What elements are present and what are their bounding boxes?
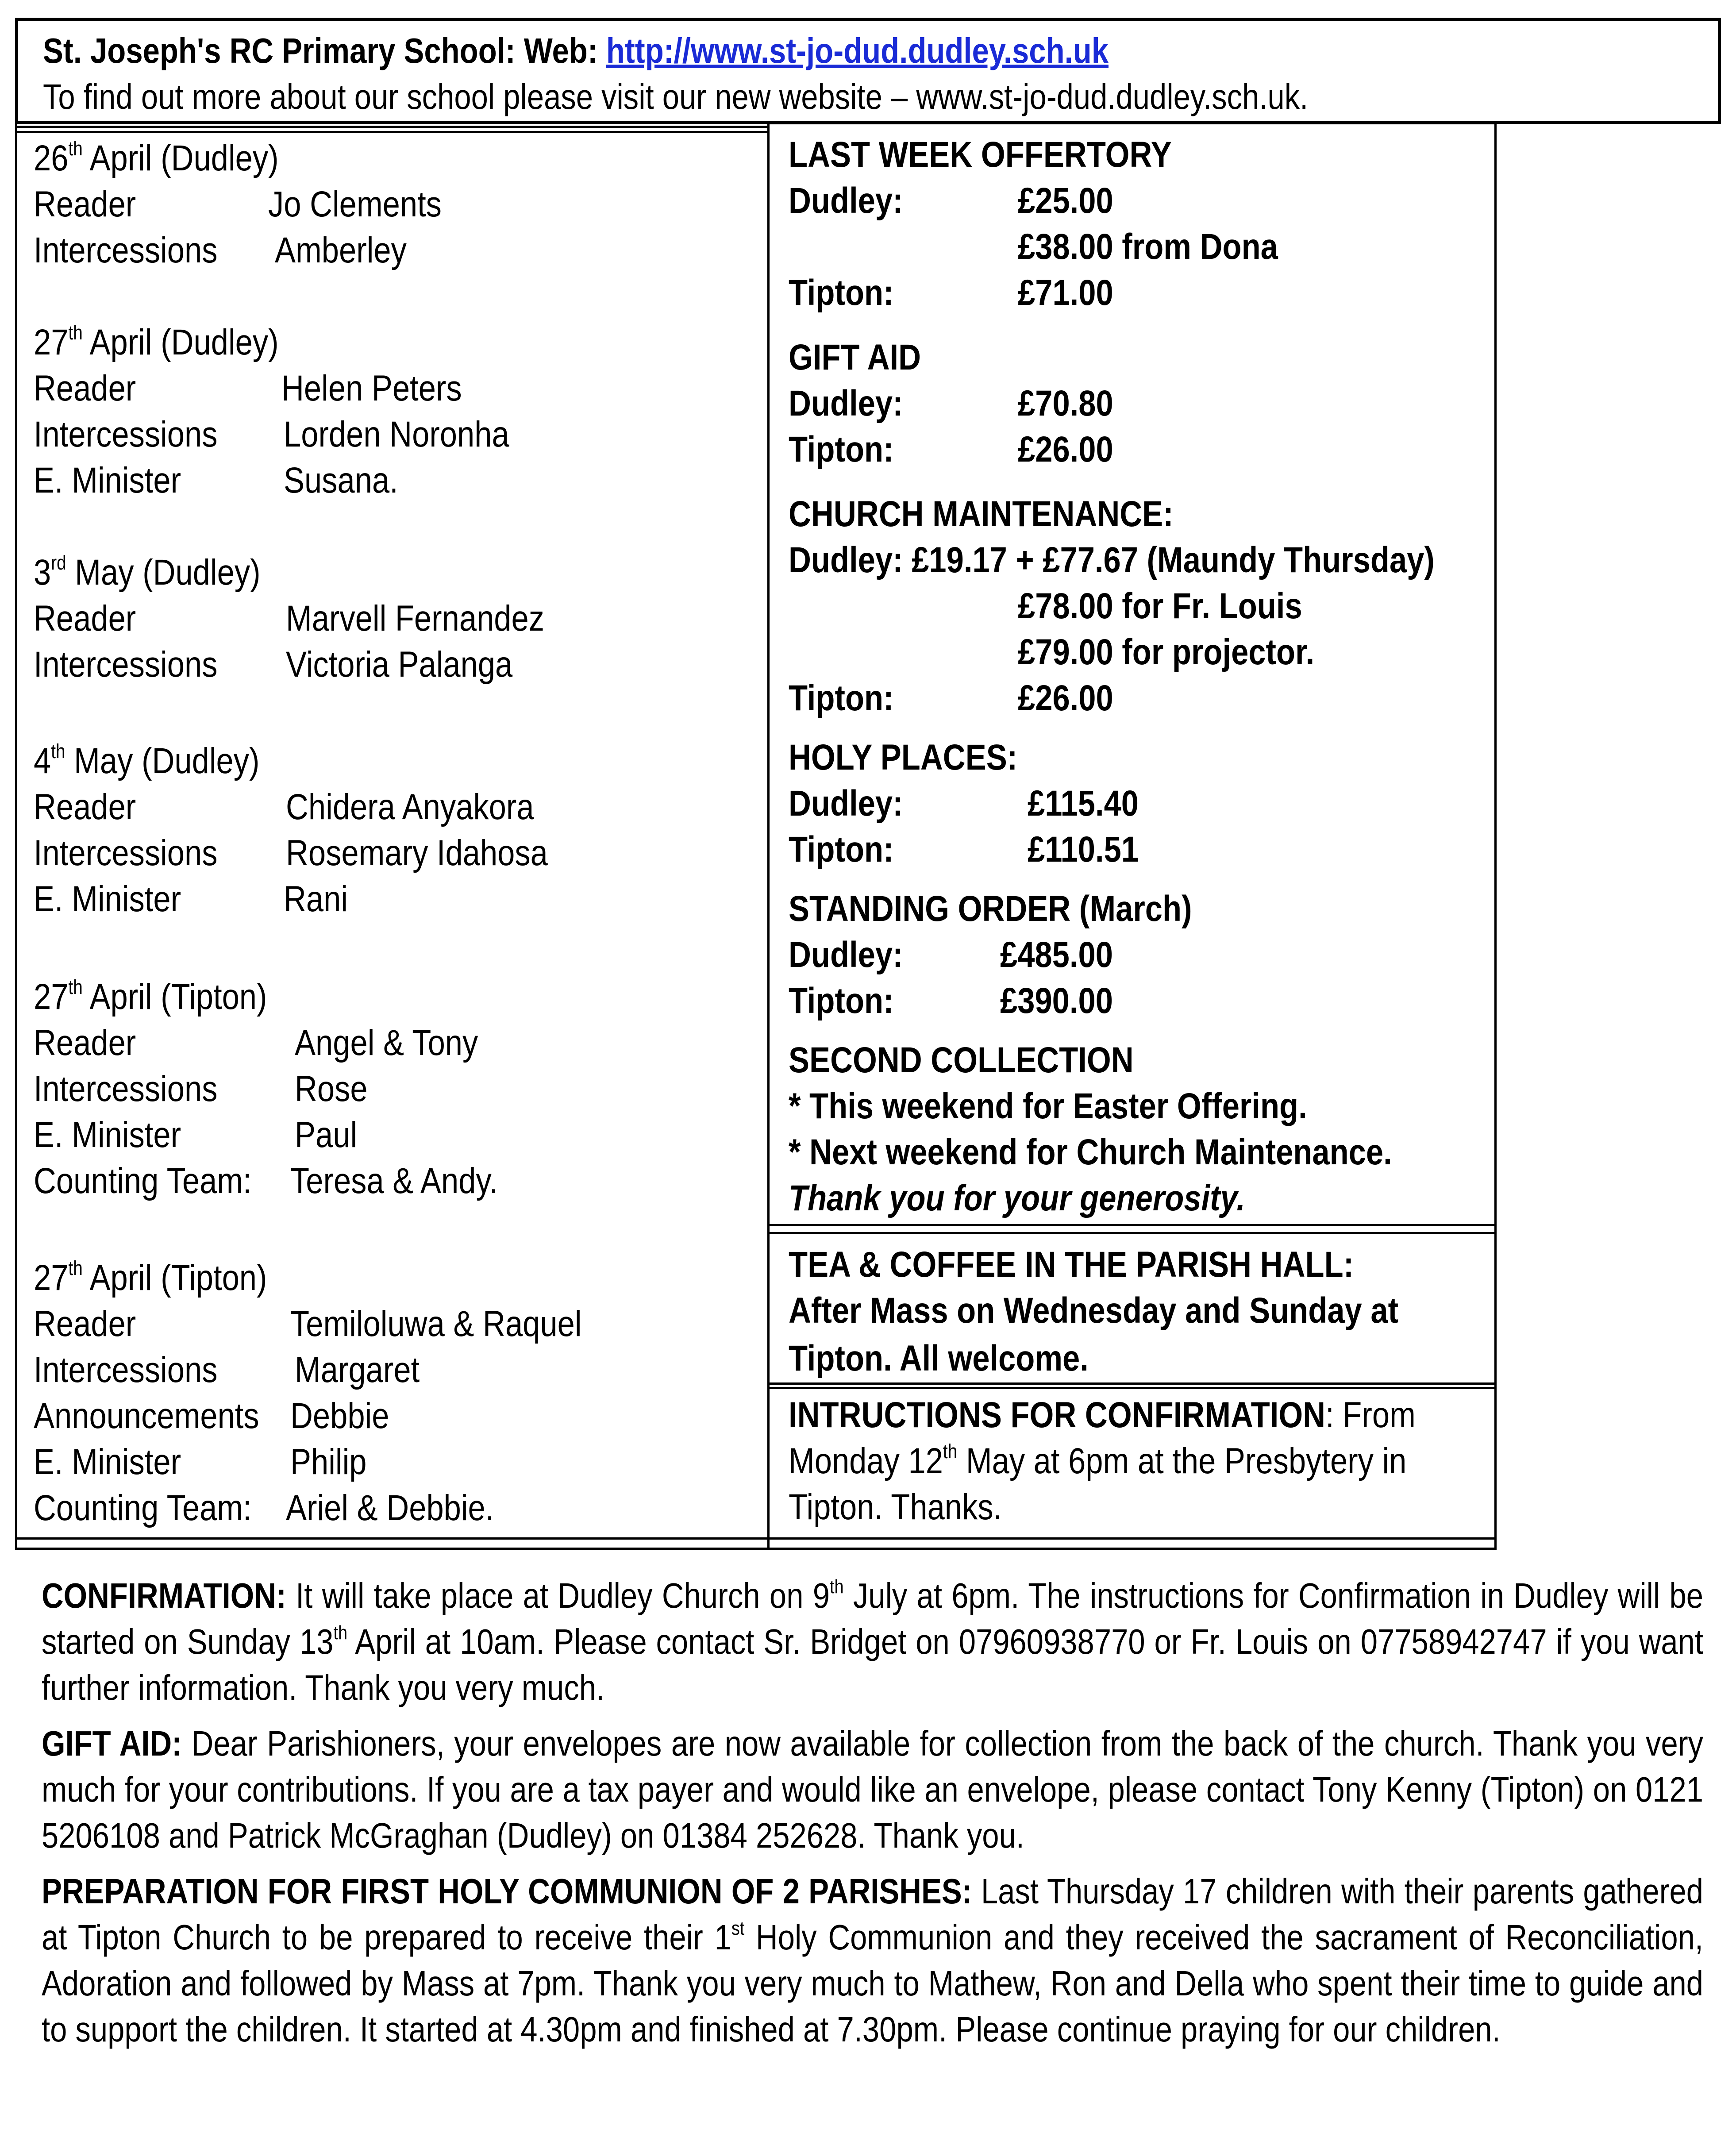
gift-aid-dudley-label: Dudley:	[789, 383, 903, 424]
tea-line3-text: Tipton. All welcome.	[789, 1338, 1089, 1379]
rota-role: Reader	[34, 184, 136, 224]
communion-title: PREPARATION FOR FIRST HOLY COMMUNION OF 2 PARISHES:	[42, 1871, 972, 1911]
rota-date: 27th April (Dudley)	[34, 321, 279, 362]
rota-role: Intercessions	[34, 230, 218, 270]
rota-role: E. Minister	[34, 460, 181, 501]
holy-dudley-label: Dudley:	[789, 783, 903, 824]
rota-name: Rani	[284, 879, 348, 919]
rota-role: E. Minister	[34, 879, 181, 919]
offertory-dudley-extra: £38.00 from Dona	[1018, 227, 1278, 267]
gift-aid-dudley-value: £70.80	[1018, 383, 1113, 424]
confirmation-text-c: April at 10am. Please contact Sr. Bridget on 07960938770 or Fr. Louis on 07758942747 if you want further information. Thank you very much.	[42, 1622, 1704, 1707]
second-collection-line1-text: * This weekend for Easter Offering.	[789, 1086, 1307, 1126]
rota-role: Intercessions	[34, 414, 218, 454]
holy-dudley-value: £115.40	[1028, 783, 1139, 824]
divider-bottom	[767, 1537, 1497, 1540]
standing-order-title	[789, 886, 1258, 932]
gift-aid-tipton-value: £26.00	[1018, 429, 1113, 470]
gift-aid-notice	[42, 1721, 1703, 1859]
rota-role: Reader	[34, 368, 136, 408]
rota-role: Reader	[34, 1304, 136, 1344]
second-collection-title-text: SECOND COLLECTION	[789, 1040, 1134, 1080]
rota-name: Lorden Noronha	[284, 414, 509, 454]
rota-name: Chidera Anyakora	[286, 787, 534, 827]
rota-date: 27th April (Tipton)	[34, 1257, 267, 1298]
confirmation-text-b: July at 6pm. The instructions for Confirmation in Dudley will be started on Sunday 13	[42, 1576, 1704, 1661]
rota-bottom-border-outer	[15, 1548, 767, 1550]
tea-line1-text: TEA & COFFEE IN THE PARISH HALL:	[789, 1244, 1354, 1285]
rota-name: Temiloluwa & Raquel	[290, 1304, 582, 1344]
gift-aid-title	[789, 335, 943, 381]
finance-column	[767, 122, 1497, 1550]
rota-bottom-border	[15, 1537, 767, 1540]
tea-line1	[789, 1242, 1446, 1288]
rota-role: E. Minister	[34, 1442, 181, 1482]
school-web-link[interactable]: http://www.st-jo-dud.dudley.sch.uk	[606, 31, 1109, 70]
rota-name: Debbie	[290, 1396, 389, 1436]
rota-role: Intercessions	[34, 1069, 218, 1109]
communion-sup: st	[731, 1918, 745, 1939]
maintenance-extra1-text: £78.00 for Fr. Louis	[1018, 586, 1302, 626]
offertory-title: LAST WEEK OFFERTORY	[789, 135, 1172, 175]
instructions-line1	[789, 1392, 1517, 1438]
second-collection-thanks-text: Thank you for your generosity.	[789, 1178, 1245, 1218]
maintenance-title	[789, 491, 1236, 537]
gift-aid-title-text: GIFT AID	[789, 337, 921, 377]
offertory-dudley-label: Dudley:	[789, 181, 903, 221]
rota-role: Intercessions	[34, 1350, 218, 1390]
holy-places-title	[789, 735, 1055, 781]
rota-role: Intercessions	[34, 644, 218, 685]
holy-places-title-text: HOLY PLACES:	[789, 737, 1018, 778]
rota-top-border	[15, 126, 767, 128]
gift-aid-notice-text: Dear Parishioners, your envelopes are now available for collection from the back of the church. Thank you very much for your contributions. If you are a tax payer and would like an envelope, please contact Tony Kenny (Tipton) on 0121 5206108 and Patrick McGraghan (Dudley) on 01384 252628. Thank you.	[42, 1724, 1704, 1855]
confirmation-text-a: It will take place at Dudley Church on 9	[286, 1576, 830, 1615]
second-collection-line2-text: * Next weekend for Church Maintenance.	[789, 1132, 1392, 1172]
standing-dudley-label: Dudley:	[789, 935, 903, 975]
confirmation-sup1: th	[830, 1576, 844, 1598]
rota-date: 26th April (Dudley)	[34, 137, 279, 178]
divider-bottom-outer	[767, 1548, 1497, 1550]
maintenance-extra2-text: £79.00 for projector.	[1018, 632, 1315, 672]
rota-role: E. Minister	[34, 1115, 181, 1155]
rota-name: Victoria Palanga	[286, 644, 513, 685]
second-collection-thanks	[789, 1175, 1320, 1221]
offertory-tipton-value: £71.00	[1018, 273, 1113, 313]
divider-instructions-inner	[767, 1387, 1497, 1389]
rota-name: Jo Clements	[268, 184, 442, 224]
instructions-date-sup: th	[943, 1440, 958, 1463]
divider-tea	[767, 1224, 1497, 1226]
rota-name: Marvell Fernandez	[286, 598, 544, 639]
rota-role: Reader	[34, 1023, 136, 1063]
rota-name: Ariel & Debbie.	[286, 1488, 494, 1528]
rota-name: Rose	[295, 1069, 368, 1109]
school-info-box	[15, 18, 1721, 124]
second-collection-line2	[789, 1129, 1490, 1175]
second-collection-title	[789, 1037, 1190, 1083]
rota-name: Amberley	[275, 230, 407, 270]
rota-role: Intercessions	[34, 833, 218, 873]
confirmation-title: CONFIRMATION:	[42, 1576, 286, 1615]
instructions-line2	[789, 1438, 1507, 1484]
rota-role: Counting Team:	[34, 1161, 252, 1201]
offertory-dudley-value: £25.00	[1018, 181, 1113, 221]
instructions-line3	[789, 1484, 1037, 1530]
confirmation-notice	[42, 1573, 1703, 1711]
instructions-from: : From	[1325, 1395, 1416, 1435]
maintenance-title-text: CHURCH MAINTENANCE:	[789, 494, 1174, 534]
left-border	[15, 122, 17, 1550]
maintenance-tipton-label: Tipton:	[789, 678, 894, 718]
rota-name: Angel & Tony	[295, 1023, 478, 1063]
rota-role: Reader	[34, 787, 136, 827]
rota-name: Helen Peters	[281, 368, 462, 408]
rota-name: Philip	[290, 1442, 367, 1482]
tea-line3	[789, 1336, 1137, 1382]
divider-tea-inner	[767, 1232, 1497, 1234]
tea-line2	[789, 1288, 1497, 1334]
offertory-section	[789, 132, 1234, 178]
rota-name: Susana.	[284, 460, 398, 501]
rota-column	[15, 122, 767, 1550]
instructions-place: May at 6pm at the Presbytery in	[957, 1441, 1407, 1481]
communion-text-b: Holy Communion and they received the sacrament of Reconciliation, Adoration and followed by Mass at 7pm. Thank you very much to Mathew, Ron and Della who spent their time to guide and to support the children. It started at 4.30pm and finished at 7.30pm. Please continue praying for our children.	[42, 1918, 1704, 2049]
second-collection-line1	[789, 1083, 1391, 1129]
instructions-title: INTRUCTIONS FOR CONFIRMATION	[789, 1395, 1326, 1435]
rota-name: Rosemary Idahosa	[286, 833, 548, 873]
rota-top-border-inner	[15, 131, 767, 133]
tea-line2-text: After Mass on Wednesday and Sunday at	[789, 1290, 1399, 1331]
holy-tipton-label: Tipton:	[789, 829, 894, 870]
standing-order-title-text: STANDING ORDER (March)	[789, 889, 1192, 929]
rota-name: Paul	[295, 1115, 358, 1155]
maintenance-dudley	[789, 537, 1540, 583]
maintenance-tipton-value: £26.00	[1018, 678, 1113, 718]
rota-name: Margaret	[295, 1350, 420, 1390]
school-web-line	[43, 31, 1109, 71]
confirmation-sup2: th	[333, 1622, 348, 1644]
standing-dudley-value: £485.00	[1000, 935, 1113, 975]
school-website-note: To find out more about our school please visit our new website – www.st-jo-dud.dudley.sch.uk.	[43, 77, 1309, 116]
gift-aid-notice-title: GIFT AID:	[42, 1724, 182, 1763]
communion-text-a: Last Thursday 17 children with their parents gathered at Tipton Church to be prepared to receive their 1	[42, 1871, 1704, 1957]
standing-tipton-value: £390.00	[1000, 981, 1113, 1021]
rota-date: 3rd May (Dudley)	[34, 551, 261, 593]
offertory-tipton-label: Tipton:	[789, 273, 894, 313]
rota-role: Counting Team:	[34, 1488, 252, 1528]
rota-role: Reader	[34, 598, 136, 639]
instructions-thanks: Tipton. Thanks.	[789, 1487, 1002, 1527]
rota-date: 4th May (Dudley)	[34, 740, 260, 781]
gift-aid-tipton-label: Tipton:	[789, 429, 894, 470]
rota-date: 27th April (Tipton)	[34, 976, 267, 1017]
holy-tipton-value: £110.51	[1028, 829, 1139, 870]
maintenance-dudley-text: Dudley: £19.17 + £77.67 (Maundy Thursday)	[789, 540, 1435, 580]
standing-tipton-label: Tipton:	[789, 981, 894, 1021]
communion-notice	[42, 1868, 1703, 2052]
school-web-label: St. Joseph's RC Primary School: Web:	[43, 31, 606, 70]
divider-instructions	[767, 1382, 1497, 1385]
instructions-date: Monday 12	[789, 1441, 943, 1481]
rota-role: Announcements	[34, 1396, 259, 1436]
rota-name: Teresa & Andy.	[290, 1161, 498, 1201]
